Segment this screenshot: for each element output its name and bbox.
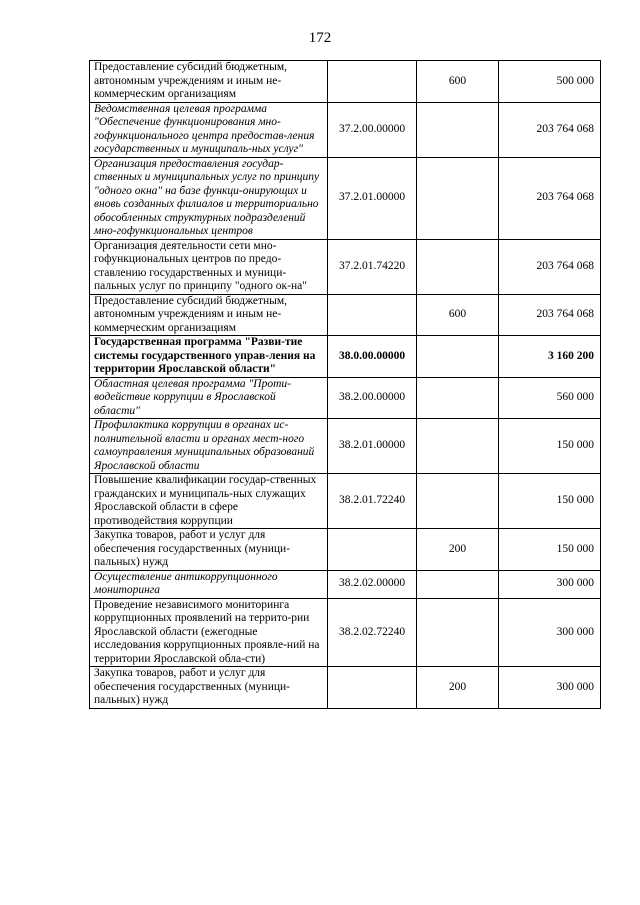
row-expense-type [417, 377, 499, 419]
row-name: Предоставление субсидий бюджетным, автономным учреждениям и иным не-коммерческим организациям [90, 294, 328, 336]
row-expense-type: 200 [417, 667, 499, 709]
row-expense-type [417, 598, 499, 667]
page-number: 172 [308, 30, 332, 46]
row-amount: 300 000 [499, 570, 601, 598]
row-amount: 203 764 068 [499, 102, 601, 157]
row-name: Областная целевая программа "Проти-водействие коррупции в Ярославской области" [90, 377, 328, 419]
row-amount: 150 000 [499, 419, 601, 474]
row-name: Закупка товаров, работ и услуг для обеспечения государственных (муници-пальных) нужд [90, 529, 328, 571]
row-expense-type [417, 239, 499, 294]
row-amount: 203 764 068 [499, 239, 601, 294]
row-code [328, 294, 417, 336]
table-row [90, 377, 601, 419]
row-code [328, 529, 417, 571]
row-expense-type [417, 419, 499, 474]
table-row [90, 529, 601, 571]
row-name: Предоставление субсидий бюджетным, автономным учреждениям и иным не-коммерческим организациям [90, 61, 328, 103]
row-name: Ведомственная целевая программа "Обеспечение функционирования мно-гофункционального центра предостав-ления государственных и муниципаль-ных услуг" [90, 102, 328, 157]
row-expense-type [417, 102, 499, 157]
row-name: Проведение независимого мониторинга коррупционных проявлений на террито-рии Ярославской области (ежегодные исследования коррупционных проявле-ний на территории Ярославской обла-сти) [90, 598, 328, 667]
budget-table [89, 60, 601, 709]
row-amount: 203 764 068 [499, 294, 601, 336]
row-amount: 150 000 [499, 529, 601, 571]
table-row [90, 474, 601, 529]
row-amount: 300 000 [499, 667, 601, 709]
table-row [90, 157, 601, 239]
row-name: Осуществление антикоррупционного мониторинга [90, 570, 328, 598]
table-row [90, 336, 601, 378]
row-code [328, 667, 417, 709]
row-code: 37.2.00.00000 [328, 102, 417, 157]
table-row [90, 239, 601, 294]
row-expense-type [417, 157, 499, 239]
row-expense-type: 600 [417, 61, 499, 103]
row-name: Государственная программа "Разви-тие системы государственного управ-ления на территории Ярославской области" [90, 336, 328, 378]
row-code: 38.2.02.72240 [328, 598, 417, 667]
row-code: 38.0.00.00000 [328, 336, 417, 378]
row-expense-type [417, 570, 499, 598]
row-code: 38.2.02.00000 [328, 570, 417, 598]
row-name: Организация деятельности сети мно-гофункциональных центров по предо-ставлению государственных и муници-пальных услуг по принципу "одного ок-на" [90, 239, 328, 294]
row-name: Профилактика коррупции в органах ис-полнительной власти и органах мест-ного самоуправления муниципальных образований Ярославской области [90, 419, 328, 474]
table-row [90, 570, 601, 598]
row-code [328, 61, 417, 103]
row-name: Повышение квалификации государ-ственных гражданских и муниципаль-ных служащих Ярославской области в сфере противодействия коррупции [90, 474, 328, 529]
row-amount: 150 000 [499, 474, 601, 529]
table-row [90, 667, 601, 709]
row-expense-type: 200 [417, 529, 499, 571]
table-row [90, 598, 601, 667]
row-amount: 203 764 068 [499, 157, 601, 239]
row-amount: 300 000 [499, 598, 601, 667]
row-name: Организация предоставления государ-ственных и муниципальных услуг по принципу "одного окна" на базе функци-онирующих и вновь созданных филиалов и территориально обособленных структурных подразделений мно-гофункциональных центров [90, 157, 328, 239]
row-amount: 3 160 200 [499, 336, 601, 378]
row-code: 37.2.01.74220 [328, 239, 417, 294]
table-row [90, 294, 601, 336]
row-amount: 560 000 [499, 377, 601, 419]
row-code: 38.2.00.00000 [328, 377, 417, 419]
row-amount: 500 000 [499, 61, 601, 103]
table-row [90, 419, 601, 474]
row-code: 38.2.01.00000 [328, 419, 417, 474]
row-code: 38.2.01.72240 [328, 474, 417, 529]
row-code: 37.2.01.00000 [328, 157, 417, 239]
table-row [90, 61, 601, 103]
row-expense-type [417, 474, 499, 529]
table-row [90, 102, 601, 157]
row-expense-type: 600 [417, 294, 499, 336]
row-name: Закупка товаров, работ и услуг для обеспечения государственных (муници-пальных) нужд [90, 667, 328, 709]
row-expense-type [417, 336, 499, 378]
